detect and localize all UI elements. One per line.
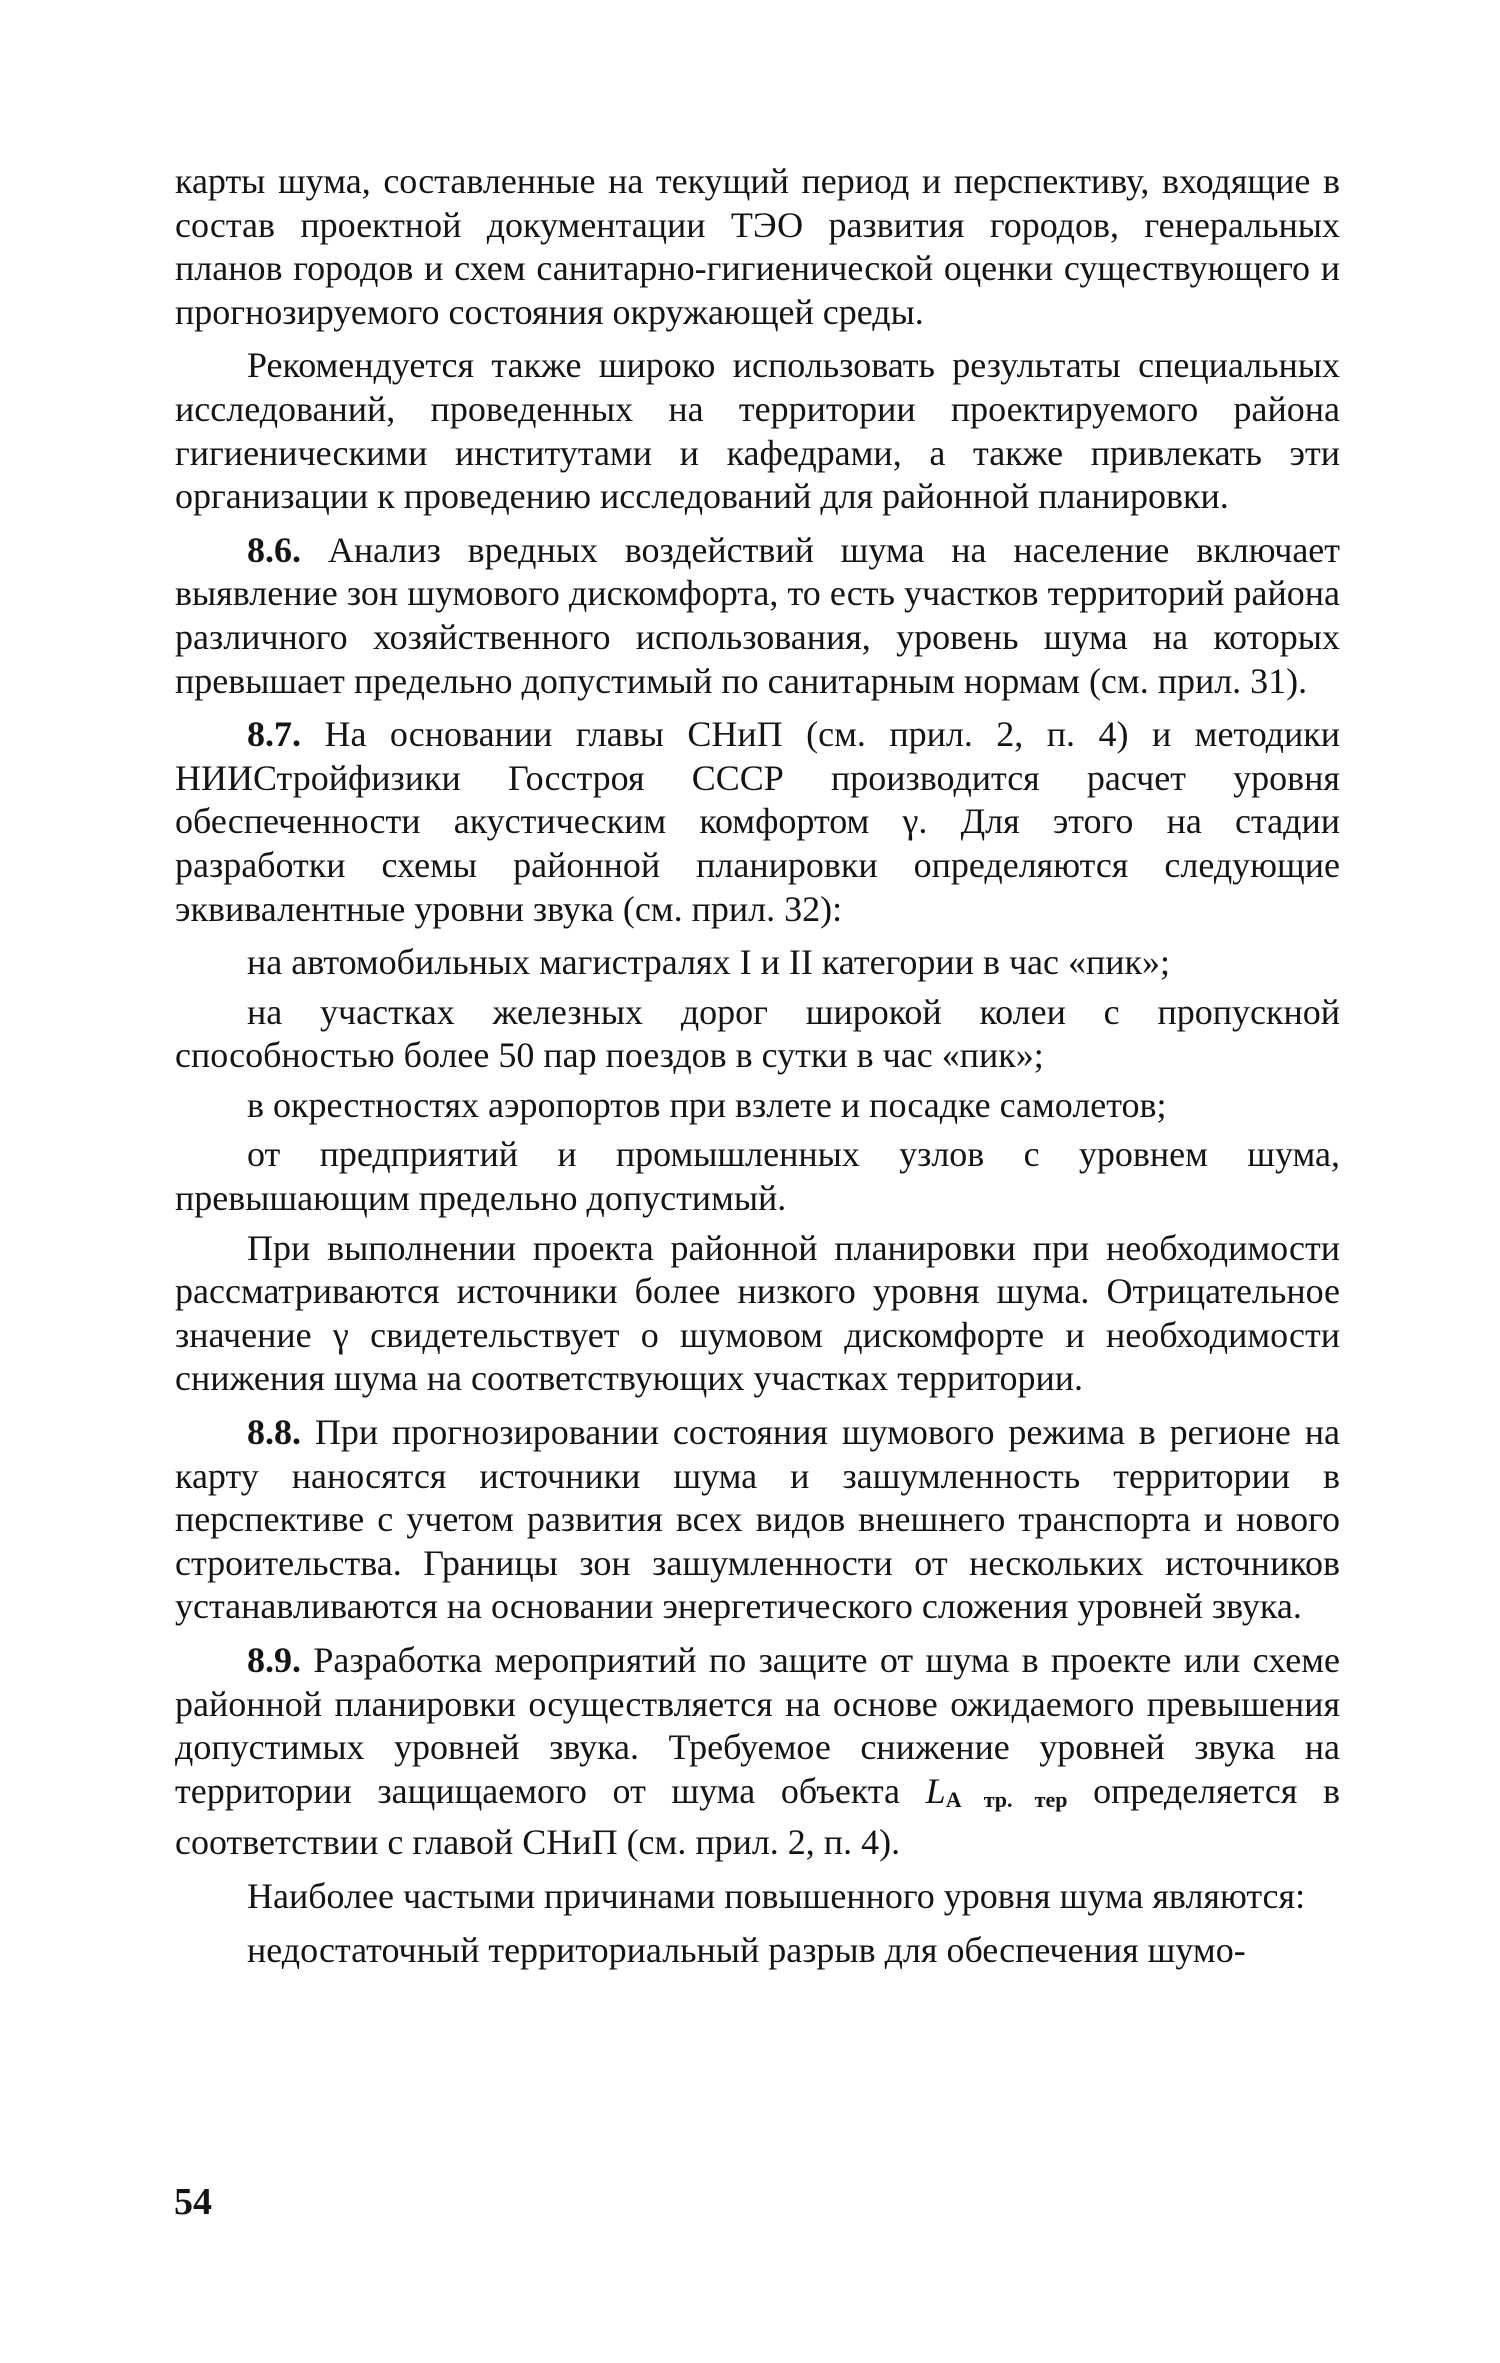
paragraph-recommendation: Рекомендуется также широко использовать результаты специальных исследований, проведенных на территории проектируемого района гигиеническими институтами и кафедрами, а также привлекать эти организации к проведению исследований для районной планировки. xyxy=(175,345,1340,517)
paragraph-lower-sources: При выполнении проекта районной планировки при необходимости рассматриваются источники более низкого уровня шума. Отрицательное значение γ свидетельствует о шумовом дискомфорте и необходимости снижения шума на соответствующих участках территории. xyxy=(175,1227,1340,1399)
paragraph-8-7: 8.7. На основании главы СНиП (см. прил. 2, п. 4) и методики НИИСтройфизики Госстроя СССР производится расчет уровня обеспеченности акустическим комфортом γ. Для этого на стадии разработки схемы районной планировки определяются следующие эквивалентные уровни звука (см. прил. 32): xyxy=(175,714,1340,929)
clause-number: 8.6. xyxy=(247,529,301,570)
list-item-railways: на участках железных дорог широкой колеи с пропускной способностью более 50 пар поездов в сутки в час «пик»; xyxy=(175,991,1340,1076)
page-number: 54 xyxy=(174,2181,212,2223)
formula-subscript: А тр. тер xyxy=(945,1786,1068,1812)
clause-number: 8.8. xyxy=(247,1412,301,1453)
list-item-enterprises: от предприятий и промышленных узлов с уровнем шума, превышающим предельно допустимый. xyxy=(175,1134,1340,1219)
formula-symbol: L xyxy=(925,1770,946,1811)
list-item-airports: в окрестностях аэропортов при взлете и посадке самолетов; xyxy=(247,1084,1167,1125)
body-text xyxy=(175,160,1340,1982)
paragraph-8-6: 8.6. Анализ вредных воздействий шума на население включает выявление зон шумового дискомфорта, то есть участков территорий района различного хозяйственного использования, уровень шума на которых превышает предельно допустимый по санитарным нормам (см. прил. 31). xyxy=(175,529,1341,701)
paragraph-insufficient-gap: недостаточный территориальный разрыв для обеспечения шумо- xyxy=(247,1929,1246,1970)
paragraph-8-9: 8.9. Разработка мероприятий по защите от шума в проекте или схеме районной планировки осуществляется на основе ожидаемого превышения допустимых уровней звука. Требуемое снижение уровней звука на территории защищаемого от шума объекта LА тр. тер определяется в соответствии с главой СНиП (см. прил. 2, п. 4). xyxy=(175,1640,1341,1863)
paragraph-causes: Наиболее частыми причинами повышенного уровня шума являются: xyxy=(247,1875,1306,1916)
clause-number: 8.7. xyxy=(247,714,301,755)
paragraph-8-8: 8.8. При прогнозировании состояния шумового режима в регионе на карту наносятся источники шума и зашумленность территории в перспективе с учетом развития всех видов внешнего транспорта и нового строительства. Границы зон зашумленности от нескольких источников устанавливаются на основании энергетического сложения уровней звука. xyxy=(175,1412,1341,1627)
paragraph-noise-maps: карты шума, составленные на текущий период и перспективу, входящие в состав проектной документации ТЭО развития городов, генеральных планов городов и схем санитарно-гигиенической оценки существующего и прогнозируемого состояния окружающей среды. xyxy=(175,161,1340,332)
clause-number: 8.9. xyxy=(247,1640,301,1680)
list-item-highways: на автомобильных магистралях I и II категории в час «пик»; xyxy=(247,942,1171,983)
